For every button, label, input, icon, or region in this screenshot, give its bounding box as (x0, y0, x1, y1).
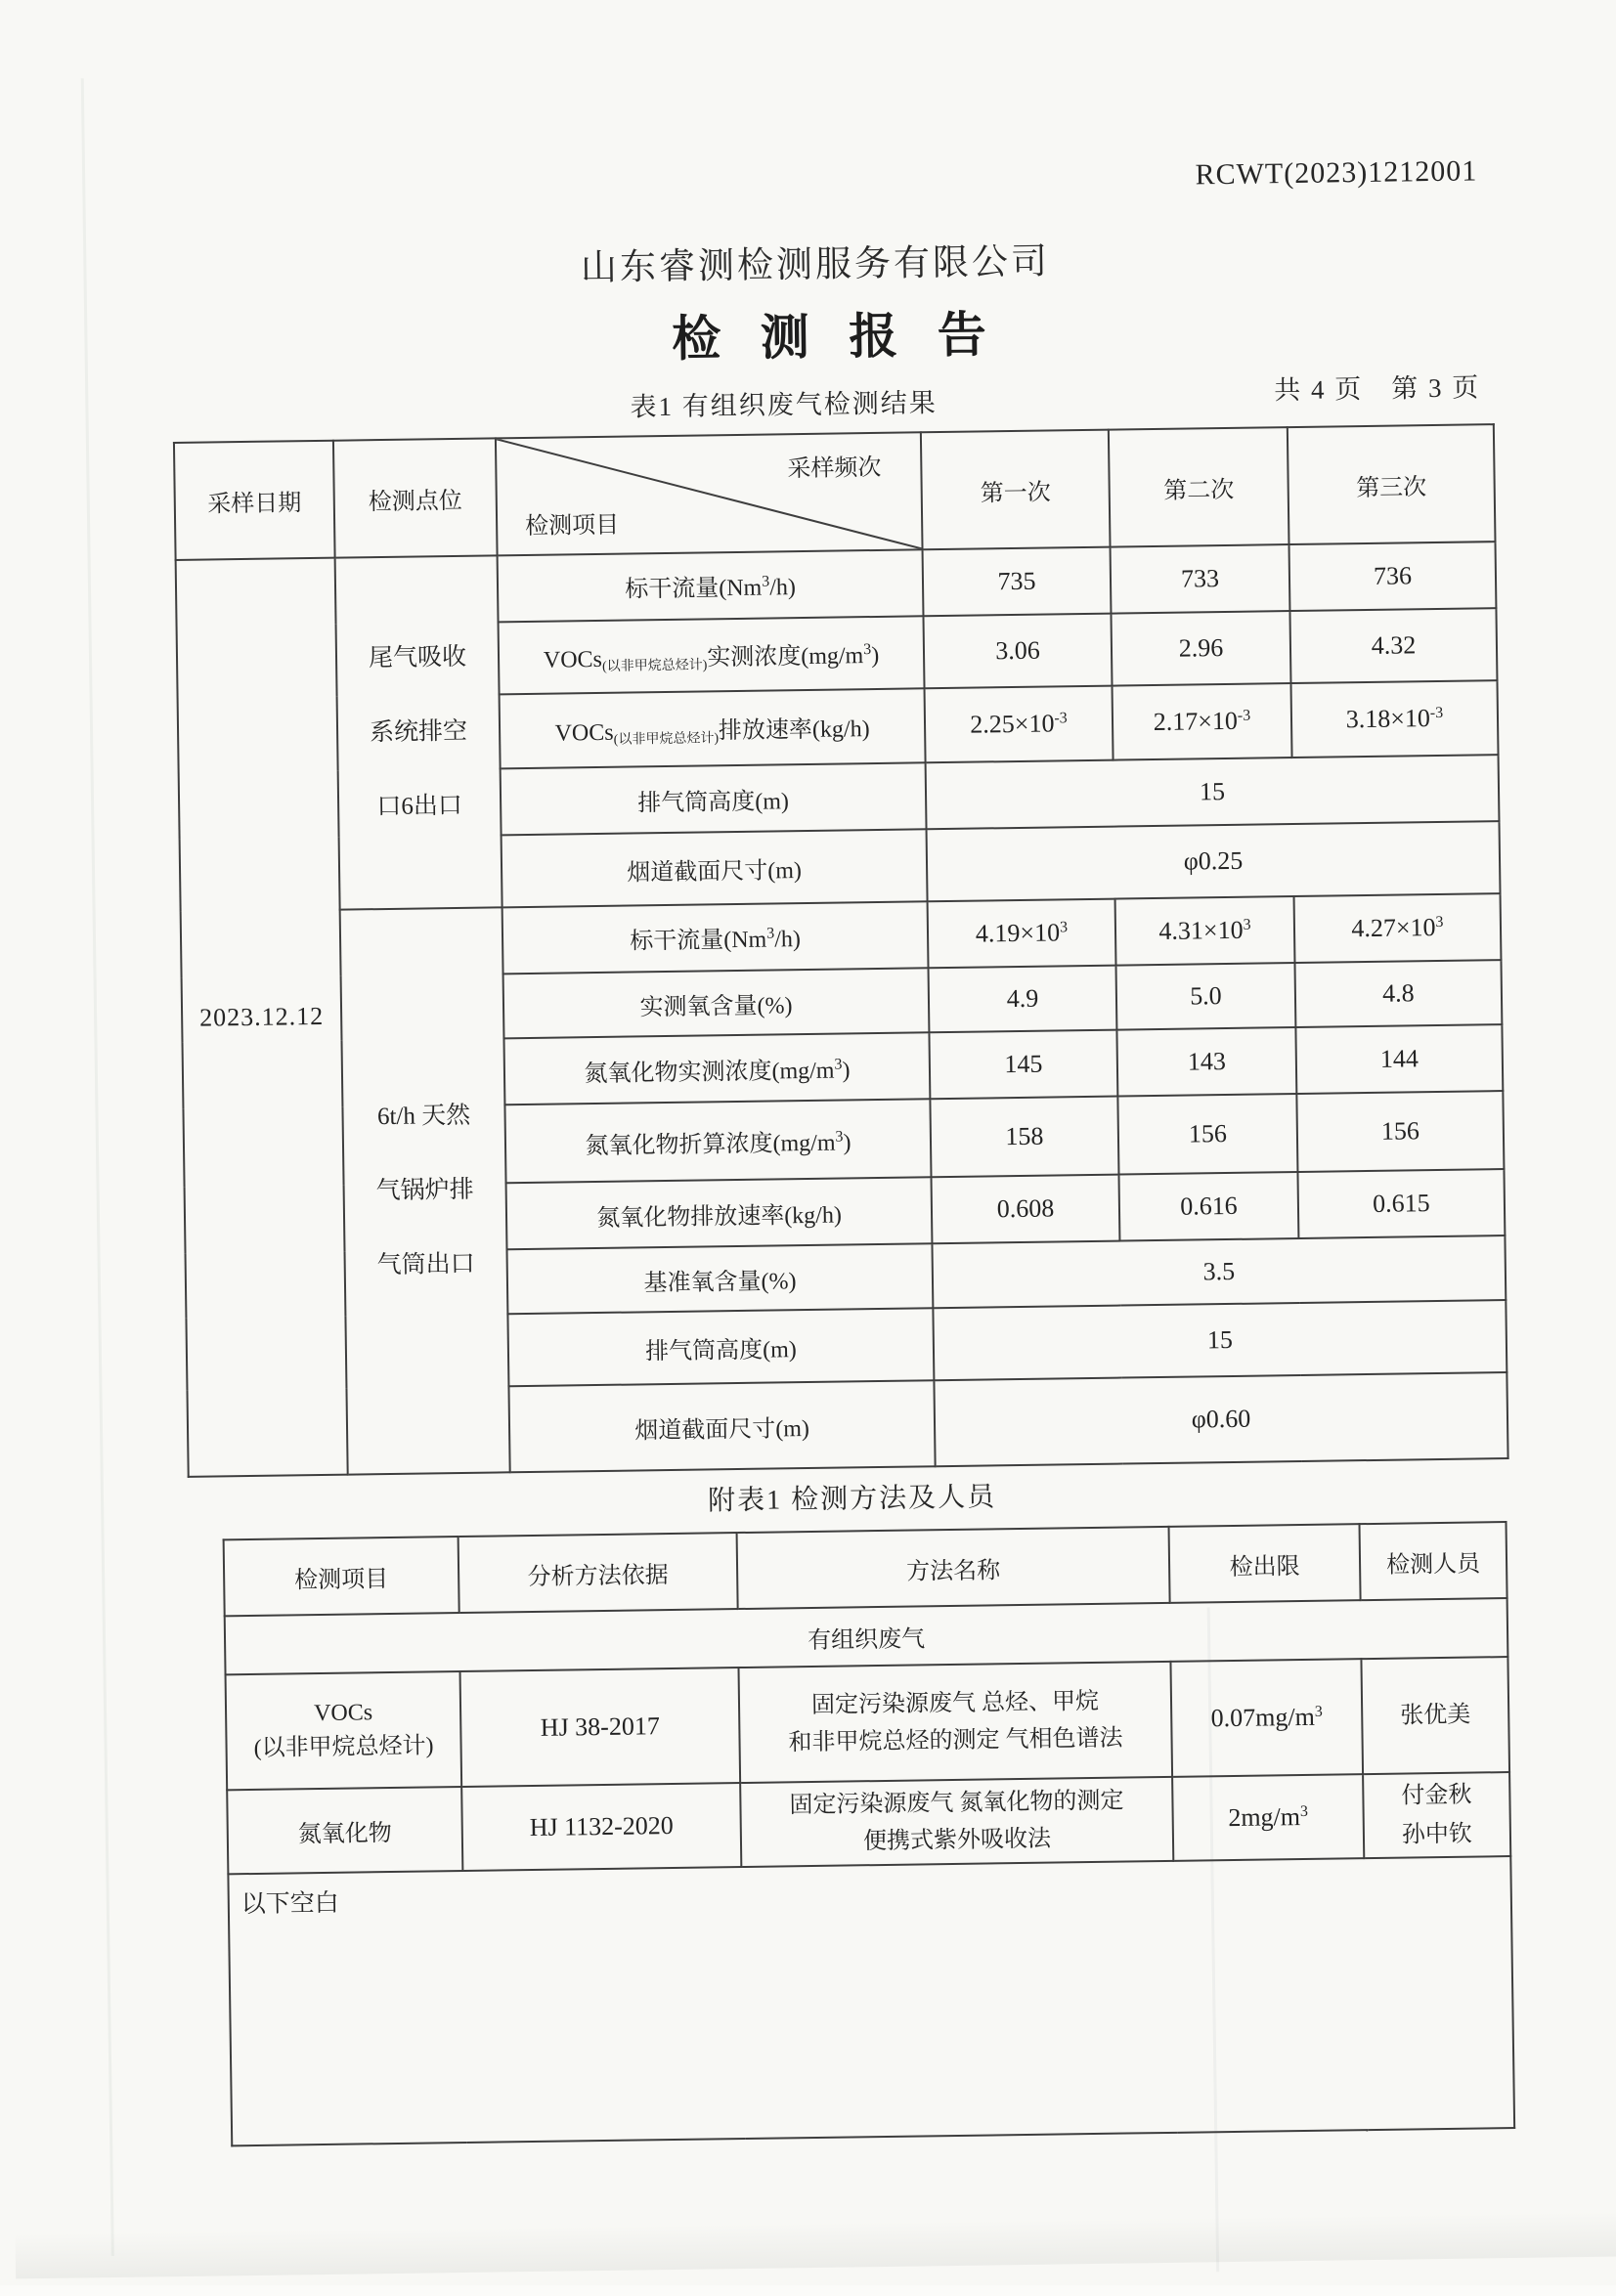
method-name-cell: 固定污染源废气 总烃、甲烷 和非甲烷总烃的测定 气相色谱法 (738, 1662, 1172, 1783)
test-point-cell: 6t/h 天然 气锅炉排 气筒出口 (340, 907, 510, 1474)
method-name-cell: 固定污染源废气 氮氧化物的测定 便携式紫外吸收法 (740, 1777, 1173, 1867)
row-label: 氮氧化物折算浓度$(mg/m^3)$ (504, 1099, 931, 1183)
header-test-point: 检测点位 (333, 438, 498, 557)
report-title: 检 测 报 告 (671, 307, 1001, 367)
report-number: RCWT(2023)1212001 (1195, 154, 1478, 192)
value-cell: 733 (1111, 544, 1290, 614)
table1-caption: 表1 有组织废气检测结果 (630, 388, 938, 422)
scan-bottom-shade (16, 2211, 1616, 2278)
value-cell: 143 (1116, 1027, 1296, 1097)
method-basis-cell: HJ 38-2017 (460, 1668, 741, 1787)
row-label: 氮氧化物实测浓度$(mg/m^3)$ (503, 1032, 930, 1105)
header-method-name: 方法名称 (737, 1527, 1170, 1609)
personnel-cell: 张优美 (1361, 1657, 1509, 1774)
header-third-run: 第三次 (1288, 424, 1496, 544)
value-cell: 0.608 (932, 1175, 1120, 1244)
detection-limit-cell: $2mg/m^3$ (1172, 1774, 1364, 1861)
row-label: 排气筒高度(m) (507, 1308, 934, 1386)
value-cell: 144 (1295, 1024, 1503, 1094)
row-label: 标干流量(Nm$^3$/h) (502, 901, 929, 974)
table-header-row (174, 424, 1496, 560)
value-cell: 156 (1117, 1094, 1297, 1175)
merged-value-cell: 3.5 (932, 1235, 1506, 1308)
diag-label-frequency: 采样频次 (787, 455, 882, 483)
value-cell: 736 (1289, 542, 1497, 611)
test-item-cell: VOCs (以非甲烷总烃计) (226, 1671, 462, 1790)
row-label: VOCs$_{(以非甲烷总烃计)}$实测浓度$(mg/m^3)$ (499, 616, 925, 694)
diag-label-item: 检测项目 (524, 512, 620, 540)
value-cell: 3.06 (923, 614, 1112, 689)
paper-crease (81, 78, 114, 2256)
value-cell: $2.25\times 10^{-3}$ (925, 686, 1114, 763)
merged-value-cell: φ0.25 (927, 821, 1501, 901)
personnel-cell: 付金秋 孙中钦 (1363, 1772, 1510, 1858)
value-cell: $2.17\times 10^{-3}$ (1113, 683, 1292, 760)
section-label: 有组织废气 (225, 1598, 1508, 1674)
header-sample-date: 采样日期 (174, 441, 335, 560)
value-cell: 156 (1296, 1091, 1504, 1172)
header-method-basis: 分析方法依据 (459, 1533, 738, 1613)
value-cell: 2.96 (1111, 611, 1290, 686)
value-cell: 0.615 (1297, 1169, 1505, 1238)
value-cell: 4.9 (929, 966, 1117, 1033)
detection-limit-cell: $0.07mg/m^3$ (1170, 1659, 1363, 1777)
row-label: 实测氧含量(%) (503, 968, 930, 1038)
value-cell: 4.8 (1294, 960, 1502, 1027)
row-label: 基准氧含量(%) (506, 1243, 933, 1314)
blank-below-note: 以下空白 (228, 1856, 1514, 2145)
value-cell: $4.27\times 10^3$ (1294, 893, 1502, 963)
value-cell: 158 (930, 1097, 1118, 1178)
header-second-run: 第二次 (1109, 427, 1289, 547)
diagonal-header-cell (496, 432, 923, 555)
value-cell: $4.19\times 10^3$ (928, 899, 1116, 969)
merged-value-cell: 15 (933, 1300, 1507, 1380)
row-label: 烟道截面尺寸(m) (508, 1380, 935, 1472)
value-cell: $4.31\times 10^3$ (1115, 896, 1295, 966)
results-table (173, 423, 1509, 1478)
row-label: 标干流量(Nm$^3$/h) (498, 549, 924, 622)
test-item-cell: 氮氧化物 (227, 1787, 462, 1874)
value-cell: 735 (923, 547, 1112, 617)
header-first-run: 第一次 (921, 430, 1111, 550)
header-test-item: 检测项目 (224, 1537, 459, 1616)
row-label: VOCs$_{(以非甲烷总烃计)}$排放速率(kg/h) (500, 688, 926, 768)
value-cell: 5.0 (1115, 963, 1295, 1030)
value-cell: $3.18\times 10^{-3}$ (1290, 680, 1498, 758)
row-label: 氮氧化物排放速率(kg/h) (506, 1177, 933, 1249)
row-label: 烟道截面尺寸(m) (502, 829, 928, 907)
value-cell: 145 (929, 1030, 1117, 1100)
value-cell: 0.616 (1118, 1172, 1298, 1241)
merged-value-cell: 15 (926, 755, 1500, 829)
appendix-table-title: 附表1 检测方法及人员 (707, 1482, 997, 1517)
row-label: 排气筒高度(m) (501, 762, 927, 835)
value-cell: 4.32 (1289, 608, 1497, 683)
company-name: 山东睿测检测服务有限公司 (580, 241, 1051, 289)
sample-date-cell: 2023.12.12 (176, 558, 348, 1477)
merged-value-cell: φ0.60 (934, 1372, 1507, 1466)
header-personnel: 检测人员 (1360, 1522, 1507, 1600)
methods-table (223, 1521, 1516, 2146)
test-point-cell: 尾气吸收 系统排空 口6出口 (335, 555, 502, 909)
footer-row (228, 1856, 1514, 2145)
page-indicator: 共 4 页 第 3 页 (1274, 372, 1481, 406)
header-detection-limit: 检出限 (1169, 1524, 1361, 1603)
method-basis-cell: HJ 1132-2020 (461, 1783, 741, 1871)
table-row (226, 1657, 1510, 1790)
